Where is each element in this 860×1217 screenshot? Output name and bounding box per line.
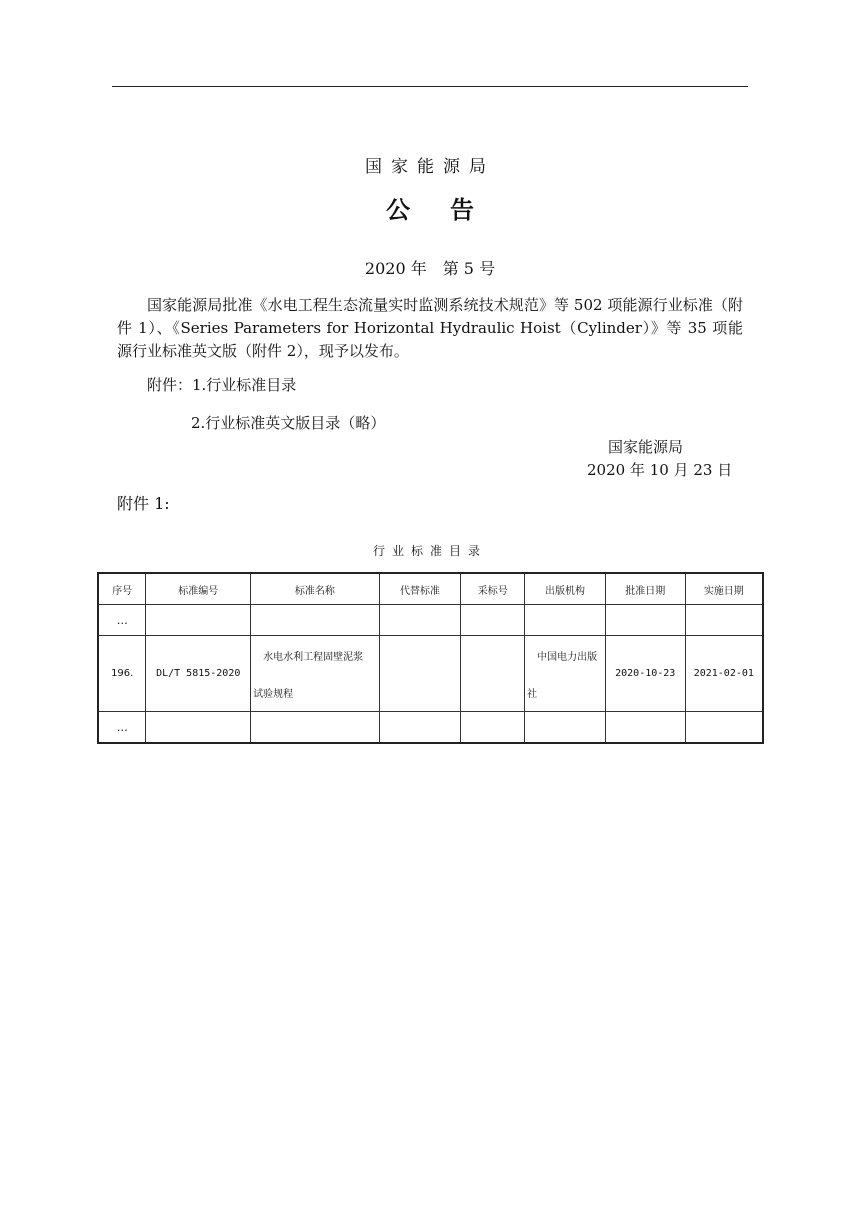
table-row [98, 712, 763, 744]
table-cell [251, 605, 380, 636]
col-header-approved: 批准日期 [605, 573, 685, 605]
row-replaces [379, 636, 461, 712]
table-cell [379, 605, 461, 636]
table-cell [685, 712, 763, 744]
table-cell [461, 712, 525, 744]
row-name-line2: 试验规程 [253, 688, 294, 700]
table-row [98, 605, 763, 636]
standards-table [97, 572, 764, 744]
col-header-adopted: 采标号 [461, 573, 525, 605]
announcement-body: 国家能源局批准《水电工程生态流量实时监测系统技术规范》等 502 项能源行业标准（附件 1）、《Series Parameters for Horizontal Hydraulic Hoist（Cylinder）》等 35 项能源行业标准英文版（附件 2），现予以发布。 [117, 296, 743, 360]
col-header-publisher: 出版机构 [525, 573, 606, 605]
col-header-effective: 实施日期 [685, 573, 763, 605]
annex-label: 附件 1: [117, 494, 170, 513]
ellipsis-cell: … [98, 605, 146, 636]
announcement-title: 公告 [386, 196, 514, 224]
row-effective: 2021-02-01 [685, 636, 763, 712]
table-title: 行业标准目录 [372, 544, 487, 558]
row-seq: 196. [98, 636, 146, 712]
col-header-seq: 序号 [98, 573, 146, 605]
table-cell [379, 712, 461, 744]
ellipsis-cell: … [98, 712, 146, 744]
signature-org: 国家能源局 [608, 438, 684, 456]
row-approved: 2020-10-23 [605, 636, 685, 712]
row-name-line1: 水电水利工程固壁泥浆 [263, 651, 364, 663]
row-code: DL/T 5815-2020 [146, 636, 251, 712]
col-header-replaces: 代替标准 [379, 573, 461, 605]
row-publisher [525, 636, 606, 712]
table-cell [685, 605, 763, 636]
table-cell [605, 712, 685, 744]
table-cell [525, 605, 606, 636]
row-publisher-line1: 中国电力出版 [537, 651, 598, 663]
attachment-1: 附件：1.行业标准目录 [147, 376, 297, 394]
table-cell [251, 712, 380, 744]
table-cell [525, 712, 606, 744]
attachment-2: 2.行业标准英文版目录（略） [191, 414, 386, 432]
table-cell [461, 605, 525, 636]
table-cell [146, 605, 251, 636]
table-cell [146, 712, 251, 744]
col-header-code: 标准编号 [146, 573, 251, 605]
header-rule [112, 86, 748, 87]
announcement-number: 2020 年 第 5 号 [364, 259, 496, 278]
row-publisher-line2: 社 [527, 688, 538, 700]
table-row [98, 636, 763, 712]
table-header-row [98, 573, 763, 605]
issuing-org: 国家能源局 [365, 157, 495, 177]
col-header-name: 标准名称 [251, 573, 380, 605]
table-cell [605, 605, 685, 636]
row-adopted [461, 636, 525, 712]
signature-date: 2020 年 10 月 23 日 [587, 461, 733, 479]
row-name [251, 636, 380, 712]
